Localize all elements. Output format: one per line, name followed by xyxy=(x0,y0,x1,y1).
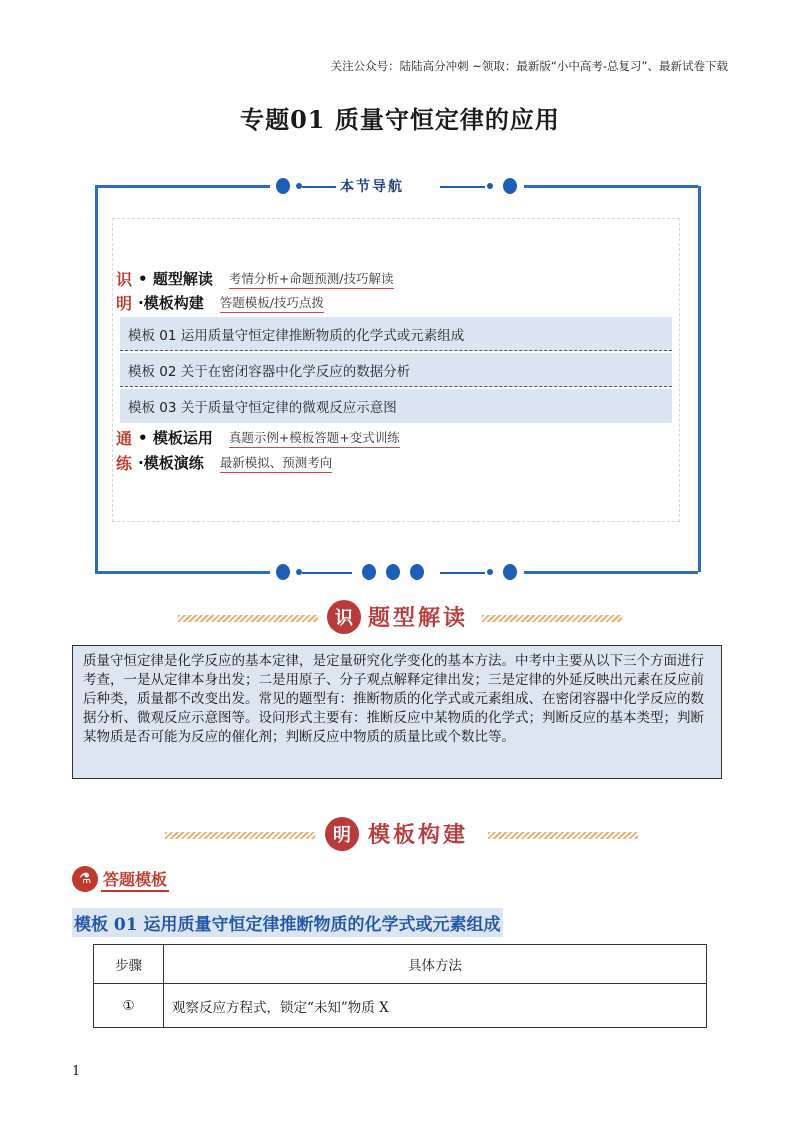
page-title: 专题01 质量守恒定律的应用 xyxy=(240,105,560,134)
table-header: 步骤 xyxy=(94,945,164,984)
frame-bottom-right-line xyxy=(524,571,698,574)
nav-dot xyxy=(503,564,517,580)
nav-mark: 明 xyxy=(116,294,133,313)
table-cell: 观察反应方程式，锁定“未知”物质 X xyxy=(164,984,707,1028)
nav-item-practice[interactable] xyxy=(116,451,332,474)
nav-small-dot xyxy=(487,569,493,575)
answer-template-badge xyxy=(72,866,169,892)
nav-item-label: • 模板运用 xyxy=(138,429,213,447)
banner-stripe xyxy=(165,832,315,839)
banner-seal: 识 xyxy=(327,600,361,634)
frame-top-left-line xyxy=(95,185,270,188)
nav-dot xyxy=(362,564,376,580)
banner-label: 模板构建 xyxy=(368,822,469,848)
nav-mark: 练 xyxy=(116,454,133,473)
nav-dot xyxy=(276,178,290,194)
nav-item-label: ·模板构建 xyxy=(138,294,204,312)
nav-dot xyxy=(276,564,290,580)
template-heading: 模板 01 运用质量守恒定律推断物质的化学式或元素组成 xyxy=(72,908,503,937)
table-header: 具体方法 xyxy=(164,945,707,984)
nav-item-read[interactable] xyxy=(116,267,394,290)
nav-dot xyxy=(386,564,400,580)
banner-stripe xyxy=(482,615,622,622)
table-header-row xyxy=(94,945,707,984)
table-cell: ① xyxy=(94,984,164,1028)
nav-mark: 通 xyxy=(116,429,133,448)
nav-item-desc: 最新模拟、预测考向 xyxy=(220,453,333,473)
nav-item-build[interactable] xyxy=(116,291,324,314)
banner-stripe xyxy=(178,615,318,622)
nav-dash xyxy=(440,572,485,574)
badge-label: 答题模板 xyxy=(101,867,169,892)
nav-small-dot xyxy=(487,183,493,189)
nav-item-desc: 考情分析+命题预测/技巧解读 xyxy=(229,269,394,289)
nav-mark: 识 xyxy=(116,270,133,289)
nav-dash xyxy=(440,186,485,188)
nav-title: 本节导航 xyxy=(340,179,404,195)
nav-template-item[interactable]: 模板 01 运用质量守恒定律推断物质的化学式或元素组成 xyxy=(120,317,672,351)
table-row xyxy=(94,984,707,1028)
nav-item-label: ·模板演练 xyxy=(138,454,204,472)
frame-top-right-line xyxy=(524,185,698,188)
steps-table xyxy=(93,944,707,1028)
banner-label: 题型解读 xyxy=(368,605,469,631)
nav-dot xyxy=(410,564,424,580)
nav-dash xyxy=(302,572,352,574)
nav-item-label: • 题型解读 xyxy=(138,270,213,288)
nav-item-desc: 答题模板/技巧点拨 xyxy=(220,293,324,313)
header-note: 关注公众号：陆陆高分冲刺 ~领取：最新版“小中高考-总复习”、最新试卷下载 xyxy=(330,59,728,73)
nav-dash xyxy=(302,186,336,188)
flask-icon: ⚗ xyxy=(72,866,98,892)
nav-template-item[interactable]: 模板 03 关于质量守恒定律的微观反应示意图 xyxy=(120,389,672,423)
analysis-box: 质量守恒定律是化学反应的基本定律，是定量研究化学变化的基本方法。中考中主要从以下三个方面进行考查，一是从定律本身出发；二是用原子、分子观点解释定律出发；三是定律的外延反映出元素在反应前后种类，质量都不改变出发。常见的题型有：推断物质的化学式或元素组成、在密闭容器中化学反应的数据分析、微观反应示意图等。设问形式主要有：推断反应中某物质的化学式；判断反应的基本类型；判断某物质是否可能为反应的催化剂；判断反应中物质的质量比或个数比等。 xyxy=(72,645,722,779)
banner-seal: 明 xyxy=(325,817,359,851)
page-number: 1 xyxy=(72,1064,81,1079)
nav-item-desc: 真题示例+模板答题+变式训练 xyxy=(229,428,400,448)
frame-bottom-left-line xyxy=(95,571,270,574)
nav-template-item[interactable]: 模板 02 关于在密闭容器中化学反应的数据分析 xyxy=(120,353,672,387)
banner-stripe xyxy=(488,832,638,839)
nav-item-apply[interactable] xyxy=(116,426,400,449)
nav-dot xyxy=(503,178,517,194)
